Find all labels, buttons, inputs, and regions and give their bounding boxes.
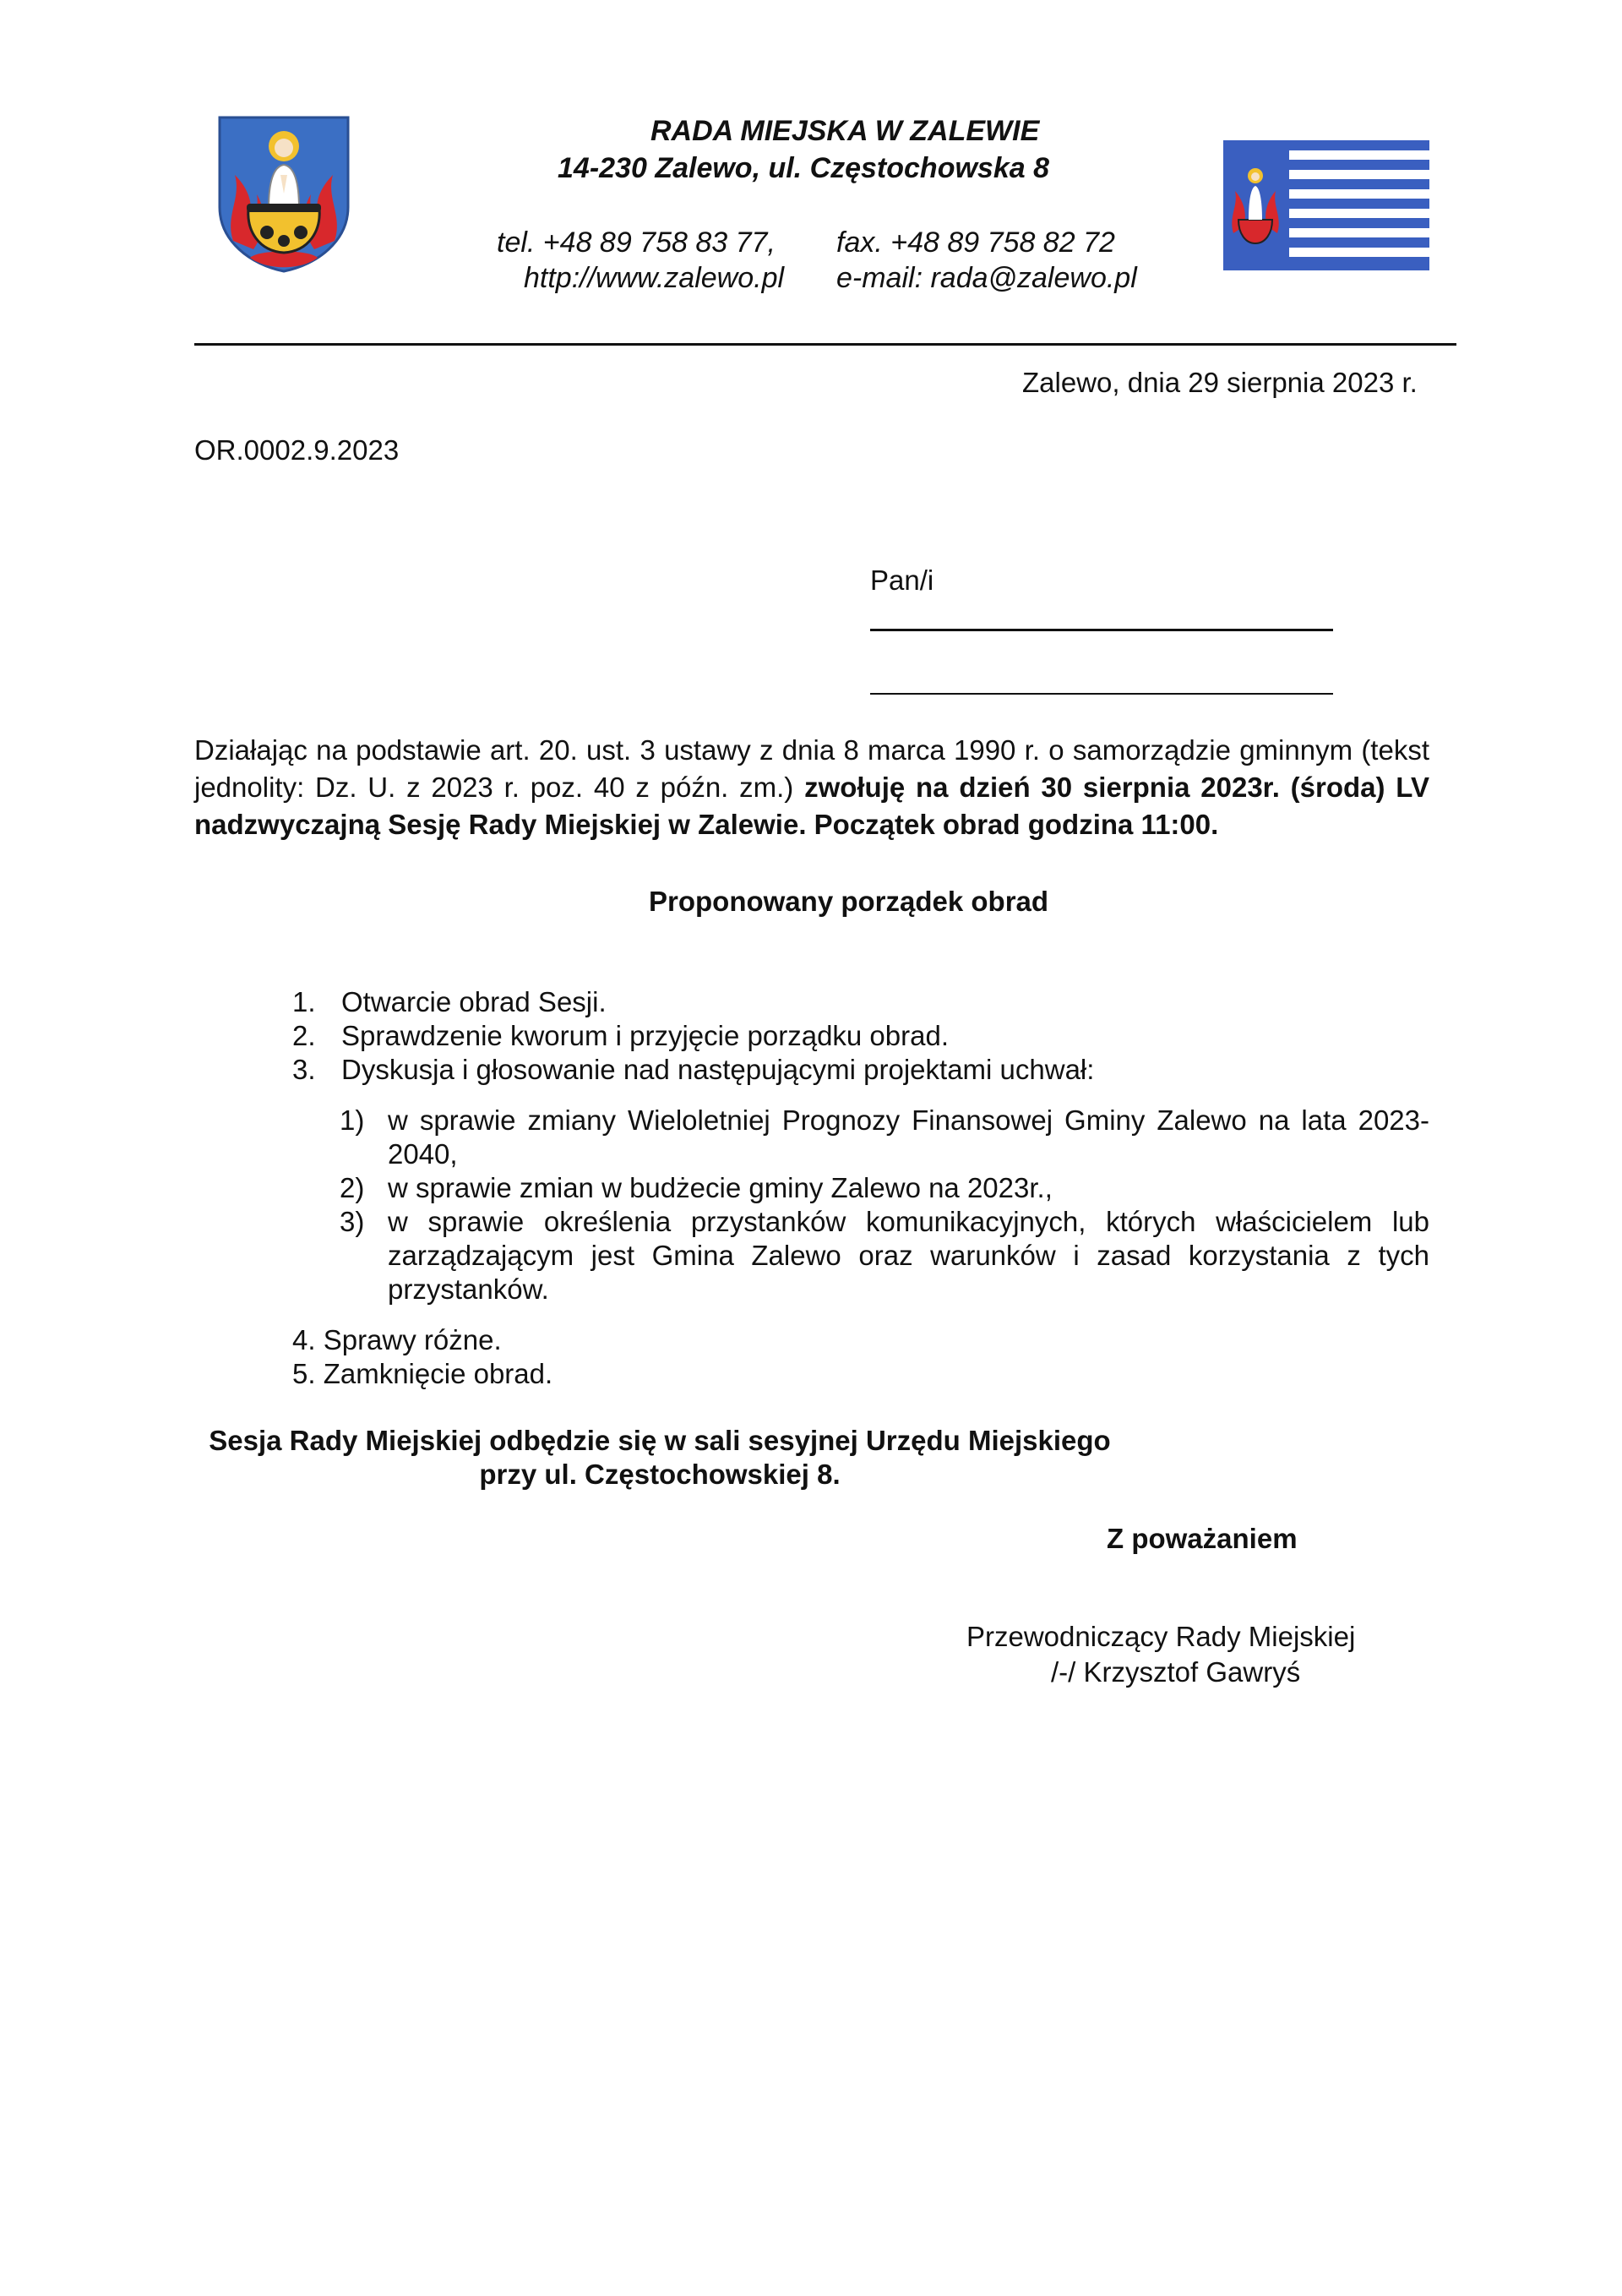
agenda-item [292, 1357, 968, 1391]
signature-name: /-/ Krzysztof Gawryś [1051, 1656, 1301, 1688]
agenda-item [292, 1323, 968, 1357]
letterhead-www[interactable]: http://www.zalewo.pl [524, 262, 785, 294]
town-flag-icon [1223, 140, 1429, 270]
agenda-item [292, 1019, 1424, 1053]
agenda-subitem-text: w sprawie określenia przystanków komunikacyjnych, których właścicielem lub zarządzającym jest Gmina Zalewo oraz warunków i zasad korzystania z tych przystanków. [388, 1206, 1429, 1305]
signature-role: Przewodniczący Rady Miejskiej [966, 1621, 1356, 1652]
agenda-item-text: Sprawy różne. [323, 1324, 502, 1355]
agenda-subitem [340, 1171, 1429, 1205]
agenda-subitem [340, 1205, 1429, 1306]
letterhead-fax: fax. +48 89 758 82 72 [836, 226, 1115, 259]
agenda-item-text: Sprawdzenie kworum i przyjęcie porządku obrad. [341, 1020, 950, 1051]
agenda-subitem-number: 1) [340, 1104, 365, 1136]
intro-convocation: zwołuję na dzień 30 sierpnia 2023r. (środa) LV nadzwyczajną Sesję Rady Miejskiej w Zalewie. Początek obrad godzina 11:00. [194, 772, 1429, 840]
agenda-item-text: Dyskusja i głosowanie nad następującymi projektami uchwał: [341, 1054, 1095, 1085]
coat-of-arms-icon [216, 114, 351, 275]
addressee-label: Pan/i [870, 564, 934, 596]
agenda-subitem-number: 3) [340, 1206, 365, 1237]
letterhead-email[interactable]: e-mail: rada@zalewo.pl [836, 262, 1137, 294]
agenda-item [292, 1053, 1424, 1087]
venue-line-2: przy ul. Częstochowskiej 8. [479, 1459, 841, 1490]
reference-number: OR.0002.9.2023 [194, 434, 400, 466]
agenda-item-number: 5. [292, 1358, 316, 1389]
agenda-item-text: Zamknięcie obrad. [323, 1358, 553, 1389]
addressee-line-1 [870, 629, 1333, 631]
coat-of-arms [216, 114, 351, 275]
agenda-item-number: 2. [292, 1020, 316, 1051]
agenda-subitem-text: w sprawie zmian w budżecie gminy Zalewo na 2023r., [388, 1172, 1053, 1203]
agenda-item-number: 1. [292, 986, 316, 1017]
intro-text: Działając na podstawie art. 20. ust. 3 ustawy z dnia 8 marca 1990 r. o samorządzie gminnym (tekst jednolity: Dz. U. z 2023 r. poz. 40 z późn. zm.) [194, 734, 1429, 803]
agenda-item [292, 985, 1424, 1019]
agenda-item-number: 3. [292, 1054, 316, 1085]
closing-salutation: Z poważaniem [1107, 1523, 1298, 1554]
letterhead-rule [194, 343, 1456, 346]
letterhead-address: 14-230 Zalewo, ul. Częstochowska 8 [558, 152, 1050, 184]
date-line: Zalewo, dnia 29 sierpnia 2023 r. [1022, 367, 1418, 398]
agenda-subitem-text: w sprawie zmiany Wieloletniej Prognozy Finansowej Gminy Zalewo na lata 2023- 2040, [388, 1104, 1429, 1170]
agenda-item-text: Otwarcie obrad Sesji. [341, 986, 607, 1017]
letterhead-tel: tel. +48 89 758 83 77, [497, 226, 776, 259]
town-flag [1223, 140, 1429, 270]
agenda-subitem-number: 2) [340, 1172, 365, 1203]
letterhead-title: RADA MIEJSKA W ZALEWIE [650, 115, 1040, 147]
addressee-line-2 [870, 693, 1333, 695]
agenda-item-number: 4. [292, 1324, 316, 1355]
venue-line-1: Sesja Rady Miejskiej odbędzie się w sali sesyjnej Urzędu Miejskiego [209, 1425, 1111, 1456]
agenda-subitem [340, 1104, 1429, 1171]
intro-paragraph [194, 732, 1429, 843]
agenda-title: Proponowany porządek obrad [649, 886, 1049, 917]
